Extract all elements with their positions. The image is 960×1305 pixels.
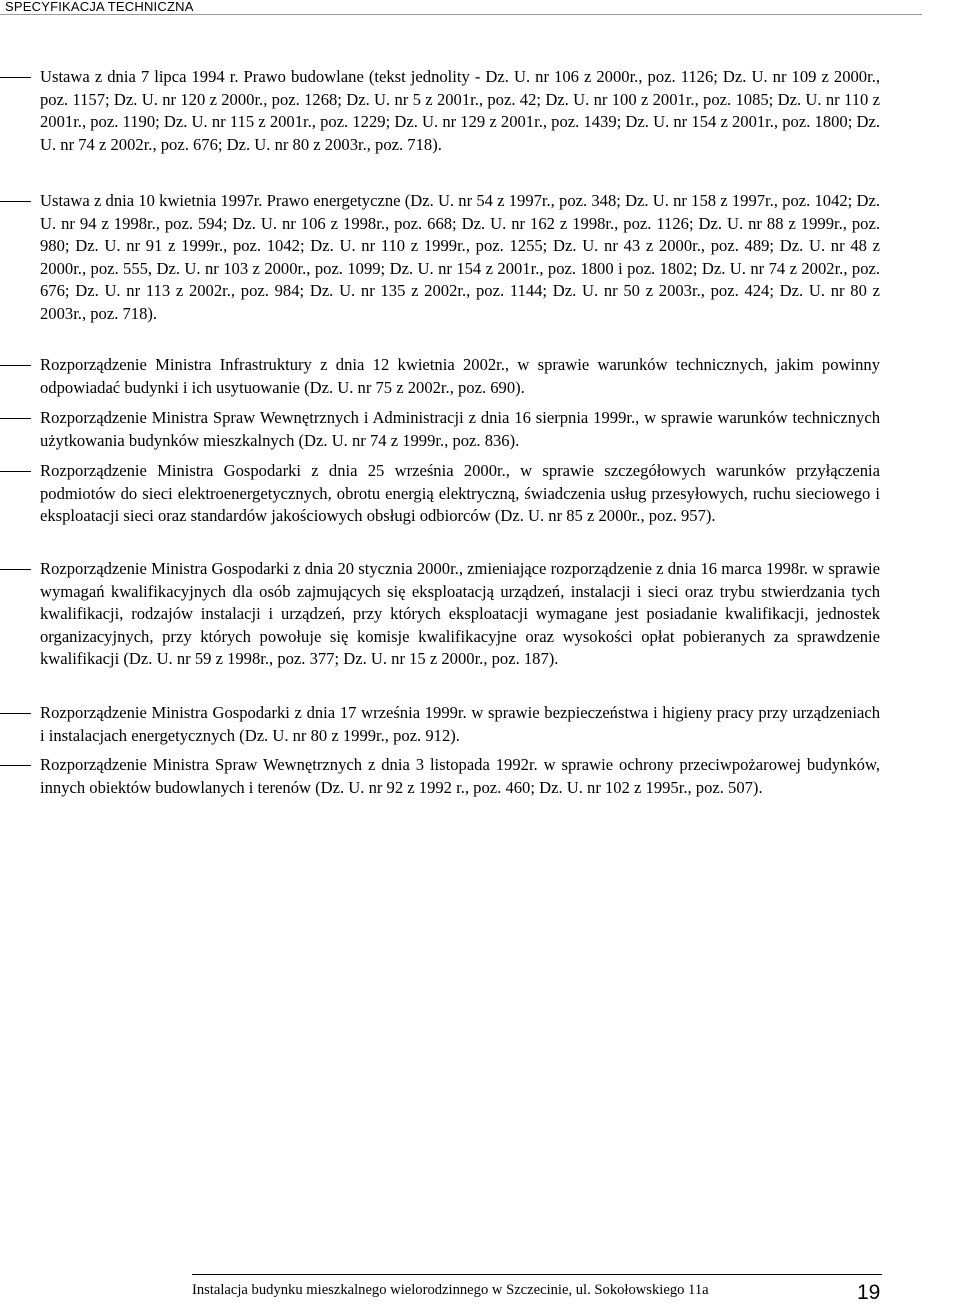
list-item-text: Ustawa z dnia 10 kwietnia 1997r. Prawo energetyczne (Dz. U. nr 54 z 1997r., poz. 348; Dz. U. nr 158 z 1997r., poz. 1042; Dz. U. nr 94 z 1998r., poz. 594; Dz. U. nr 106 z 1998r., poz. 668; Dz. U. nr 162 z 1998r., poz. 1126; Dz. U. nr 88 z 1999r., poz. 980; Dz. U. nr 91 z 1999r., poz. 1042; Dz. U. nr 110 z 1999r., poz. 1255; Dz. U. nr 43 z 2000r., poz. 489; Dz. U. nr 48 z 2000r., poz. 555, Dz. U. nr 103 z 2000r., poz. 1099; Dz. U. nr 154 z 2001r., poz. 1800 i poz. 1802; Dz. U. nr 74 z 2002r., poz. 676; Dz. U. nr 113 z 2002r., poz. 984; Dz. U. nr 135 z 2002r., poz. 1144; Dz. U. nr 50 z 2003r., poz. 424; Dz. U. nr 80 z 2003r., poz. 718). [40, 191, 880, 323]
dash-bullet [0, 569, 31, 570]
page-number: 19 [857, 1281, 881, 1304]
dash-bullet [0, 471, 31, 472]
list-item-text: Rozporządzenie Ministra Gospodarki z dnia 17 września 1999r. w sprawie bezpieczeństwa i higieny pracy przy urządzeniach i instalacjach energetycznych (Dz. U. nr 80 z 1999r., poz. 912). [40, 703, 880, 745]
list-item [40, 460, 880, 528]
footer-divider [192, 1274, 882, 1275]
footer-text: Instalacja budynku mieszkalnego wielorodzinnego w Szczecinie, ul. Sokołowskiego 11a [192, 1282, 709, 1298]
dash-bullet [0, 201, 31, 202]
dash-bullet [0, 77, 31, 78]
list-item [40, 558, 880, 671]
dash-bullet [0, 765, 31, 766]
dash-bullet [0, 418, 31, 419]
list-item-text: Rozporządzenie Ministra Infrastruktury z dnia 12 kwietnia 2002r., w sprawie warunków technicznych, jakim powinny odpowiadać budynki i ich usytuowanie (Dz. U. nr 75 z 2002r., poz. 690). [40, 355, 880, 397]
list-item-text: Rozporządzenie Ministra Gospodarki z dnia 20 stycznia 2000r., zmieniające rozporządzenie z dnia 16 marca 1998r. w sprawie wymagań kwalifikacyjnych dla osób zajmujących się eksploatacją urządzeń, instalacji i sieci oraz trybu stwierdzania tych kwalifikacji, rodzajów instalacji i urządzeń, przy których eksploatacji wymagane jest posiadanie kwalifikacji, jednostek organizacyjnych, przy których powołuje się komisje kwalifikacyjne oraz wysokości opłat pobieranych za sprawdzenie kwalifikacji (Dz. U. nr 59 z 1998r., poz. 377; Dz. U. nr 15 z 2000r., poz. 187). [40, 559, 880, 668]
list-item-text: Ustawa z dnia 7 lipca 1994 r. Prawo budowlane (tekst jednolity - Dz. U. nr 106 z 2000r., poz. 1126; Dz. U. nr 109 z 2000r., poz. 1157; Dz. U. nr 120 z 2000r., poz. 1268; Dz. U. nr 5 z 2001r., poz. 42; Dz. U. nr 100 z 2001r., poz. 1085; Dz. U. nr 110 z 2001r., poz. 1190; Dz. U. nr 115 z 2001r., poz. 1229; Dz. U. nr 129 z 2001r., poz. 1439; Dz. U. nr 154 z 2001r., poz. 1800; Dz. U. nr 74 z 2002r., poz. 676; Dz. U. nr 80 z 2003r., poz. 718). [40, 67, 880, 154]
dash-bullet [0, 365, 31, 366]
list-item [40, 66, 880, 156]
page-header [0, 0, 922, 15]
header-title: SPECYFIKACJA TECHNICZNA [5, 0, 194, 14]
list-item-text: Rozporządzenie Ministra Spraw Wewnętrznych z dnia 3 listopada 1992r. w sprawie ochrony przeciwpożarowej budynków, innych obiektów budowlanych i terenów (Dz. U. nr 92 z 1992 r., poz. 460; Dz. U. nr 102 z 1995r., poz. 507). [40, 755, 880, 797]
list-item [40, 702, 880, 747]
list-item [40, 754, 880, 799]
list-item-text: Rozporządzenie Ministra Spraw Wewnętrznych i Administracji z dnia 16 sierpnia 1999r., w sprawie warunków technicznych użytkowania budynków mieszkalnych (Dz. U. nr 74 z 1999r., poz. 836). [40, 408, 880, 450]
list-item [40, 407, 880, 452]
dash-bullet [0, 713, 31, 714]
list-item-text: Rozporządzenie Ministra Gospodarki z dnia 25 września 2000r., w sprawie szczegółowych warunków przyłączenia podmiotów do sieci elektroenergetycznych, obrotu energią elektryczną, świadczenia usług przesyłowych, ruchu sieciowego i eksploatacji sieci oraz standardów jakościowych obsługi odbiorców (Dz. U. nr 85 z 2000r., poz. 957). [40, 461, 880, 525]
list-item [40, 354, 880, 399]
list-item [40, 190, 880, 325]
